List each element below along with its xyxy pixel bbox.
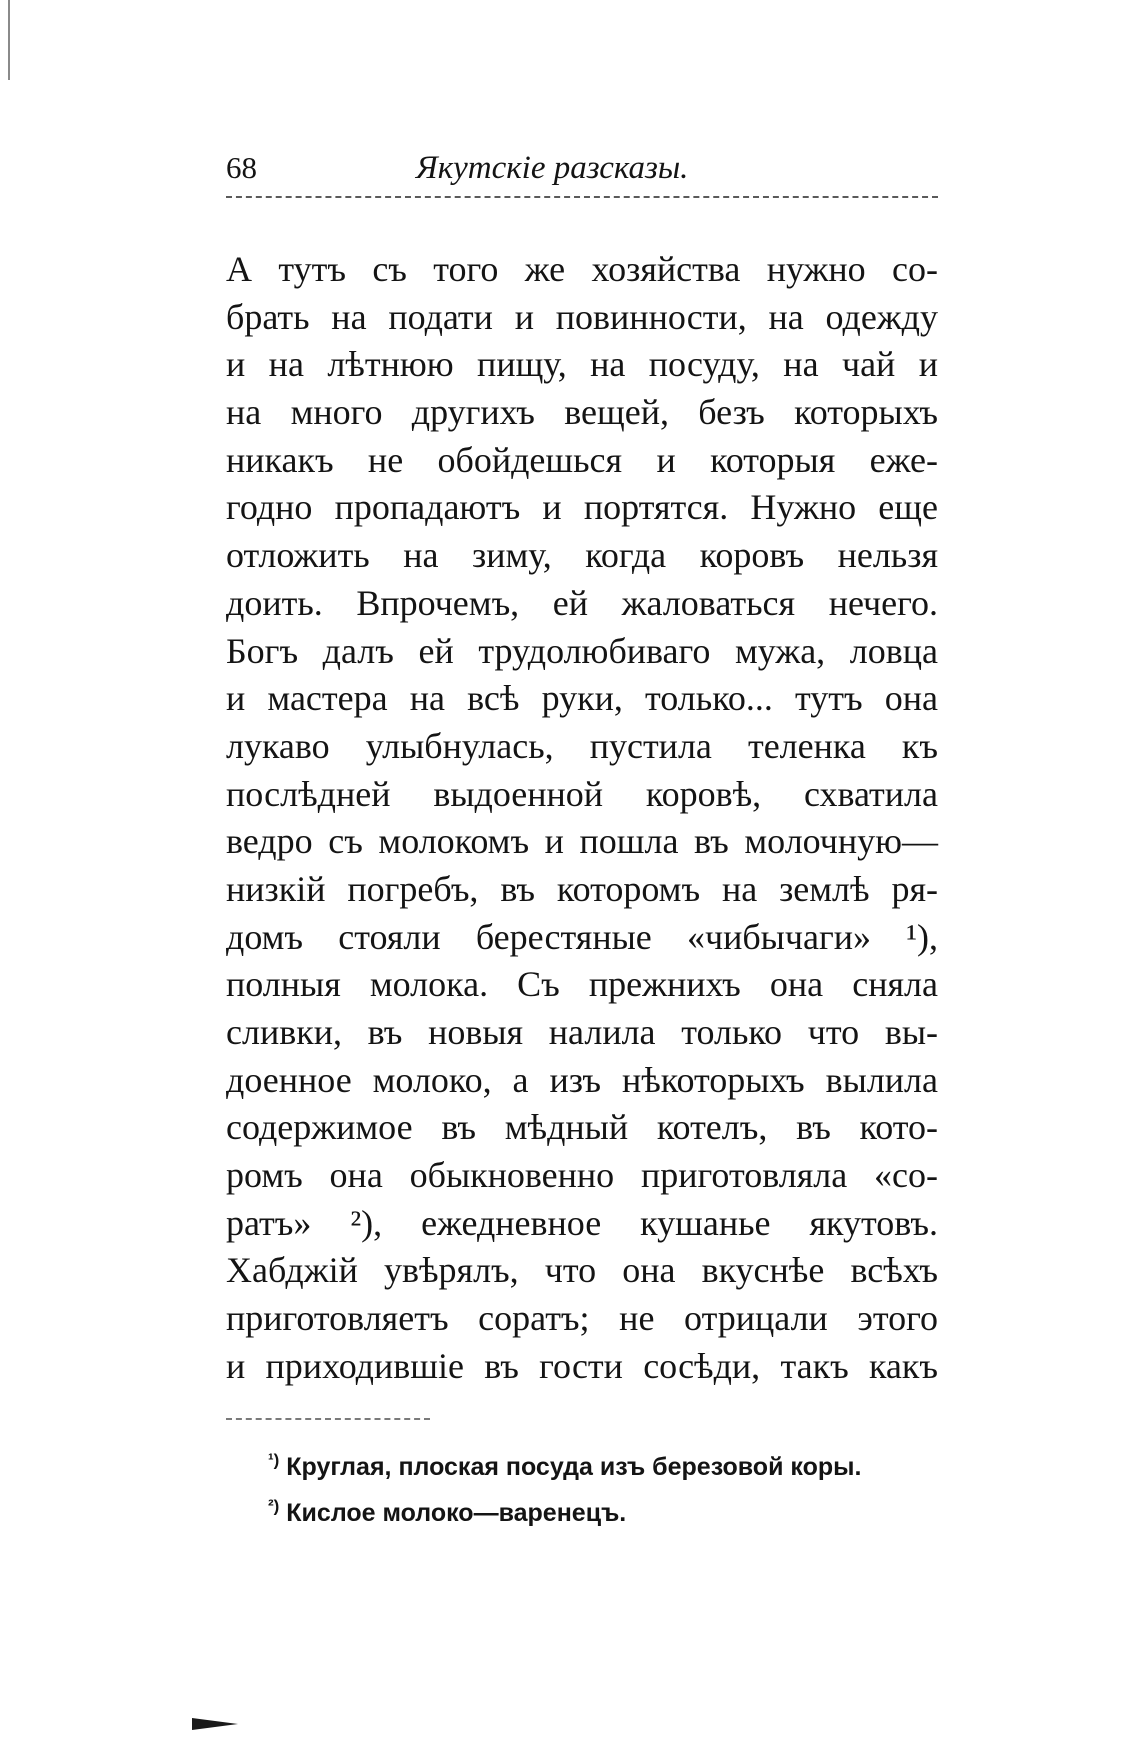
text-line: низкій погребъ, въ которомъ на землѣ ря- bbox=[226, 868, 938, 909]
footnotes bbox=[268, 1444, 948, 1536]
text-line: послѣдней выдоенной коровѣ, схватила bbox=[226, 773, 938, 814]
text-line: годно пропадаютъ и портятся. Нужно еще bbox=[226, 487, 938, 528]
text-line: на много другихъ вещей, безъ которыхъ bbox=[226, 392, 938, 433]
text-line: доенное молоко, а изъ нѣкоторыхъ вылила bbox=[226, 1059, 938, 1100]
footnote-text: Кислое молоко—варенецъ. bbox=[286, 1499, 627, 1527]
footnote-1 bbox=[268, 1444, 948, 1490]
body-text bbox=[226, 246, 938, 1391]
text-line: и на лѣтнюю пищу, на посуду, на чай и bbox=[226, 344, 938, 385]
text-line: ромъ она обыкновенно приготовляла «со- bbox=[226, 1155, 938, 1196]
footnote-rule bbox=[226, 1418, 430, 1420]
text-line: полныя молока. Съ прежнихъ она сняла bbox=[226, 964, 938, 1005]
running-title: Якутскіе разсказы. bbox=[416, 150, 689, 186]
footnote-marker: ²) bbox=[268, 1496, 280, 1516]
footnote-2 bbox=[268, 1490, 948, 1536]
text-line: отложить на зиму, когда коровъ нельзя bbox=[226, 535, 938, 576]
text-line: брать на подати и повинности, на одежду bbox=[226, 296, 938, 337]
text-line: домъ стояли берестяные «чибычаги» ¹), bbox=[226, 916, 938, 957]
text-line: и приходившіе въ гости сосѣди, такъ какъ bbox=[226, 1345, 938, 1386]
text-line: приготовляетъ соратъ; не отрицали этого bbox=[226, 1298, 938, 1339]
header-rule bbox=[226, 196, 938, 198]
text-line: содержимое въ мѣдный котелъ, въ кото- bbox=[226, 1107, 938, 1148]
text-line: никакъ не обойдешься и которыя еже- bbox=[226, 439, 938, 480]
text-line: А тутъ съ того же хозяйства нужно со- bbox=[226, 249, 938, 289]
text-line: Богъ далъ ей трудолюбиваго мужа, ловца bbox=[226, 630, 938, 671]
text-line: лукаво улыбнулась, пустила теленка къ bbox=[226, 725, 938, 766]
text-line: доить. Впрочемъ, ей жаловаться нечего. bbox=[226, 582, 938, 623]
text-line: Хабджій увѣрялъ, что она вкуснѣе всѣхъ bbox=[226, 1250, 938, 1291]
catchword-arrow-icon bbox=[192, 1718, 238, 1730]
text-line: ведро съ молокомъ и пошла въ молочную— bbox=[226, 821, 938, 862]
footnote-marker: ¹) bbox=[268, 1450, 280, 1470]
page-header bbox=[226, 138, 938, 194]
text-line: сливки, въ новыя налила только что вы- bbox=[226, 1012, 938, 1052]
text-line: и мастера на всѣ руки, только... тутъ она bbox=[226, 678, 938, 719]
page-number: 68 bbox=[226, 150, 257, 185]
footnote-text: Круглая, плоская посуда изъ березовой коры. bbox=[286, 1453, 862, 1481]
text-line: ратъ» ²), ежедневное кушанье якутовъ. bbox=[226, 1202, 938, 1243]
scan-margin-line bbox=[8, 0, 10, 80]
